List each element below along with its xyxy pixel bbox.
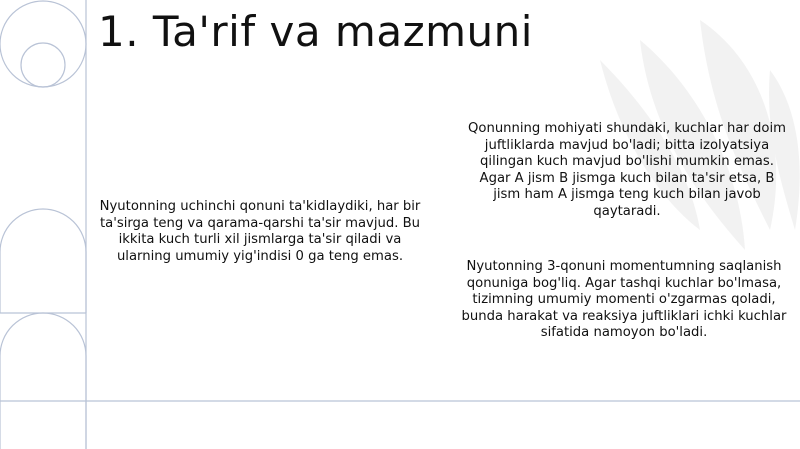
small-circle-outline: [21, 43, 65, 87]
right-top-paragraph: Qonunning mohiyati shundaki, kuchlar har doim juftliklarda mavjud bo'ladi; bitta izolyatsiya qilingan kuch mavjud bo'lishi mumkin emas. Agar A jism B jismga kuch bilan ta'sir etsa, B jism ham A jismga teng kuch bilan javob qaytaradi.: [468, 121, 786, 219]
slide-title: 1. Ta'rif va mazmuni: [98, 7, 533, 56]
left-paragraph: Nyutonning uchinchi qonuni ta'kidlaydiki, har bir ta'sirga teng va qarama-qarshi ta'sir mavjud. Bu ikkita kuch turli xil jismlarga ta'sir qiladi va ularning umumiy yig'indisi 0 ga teng emas.: [99, 199, 421, 264]
upper-arch-outline: [0, 209, 86, 313]
right-bottom-paragraph: Nyutonning 3-qonuni momentumning saqlanish qonuniga bog'liq. Agar tashqi kuchlar bo'lmasa, tizimning umumiy momenti o'zgarmas qoladi, bunda harakat va reaksiya juftliklari ichki kuchlar sifatida namoyon bo'ladi.: [461, 259, 787, 341]
large-circle-outline: [0, 1, 86, 87]
lower-arch-outline: [0, 313, 86, 449]
